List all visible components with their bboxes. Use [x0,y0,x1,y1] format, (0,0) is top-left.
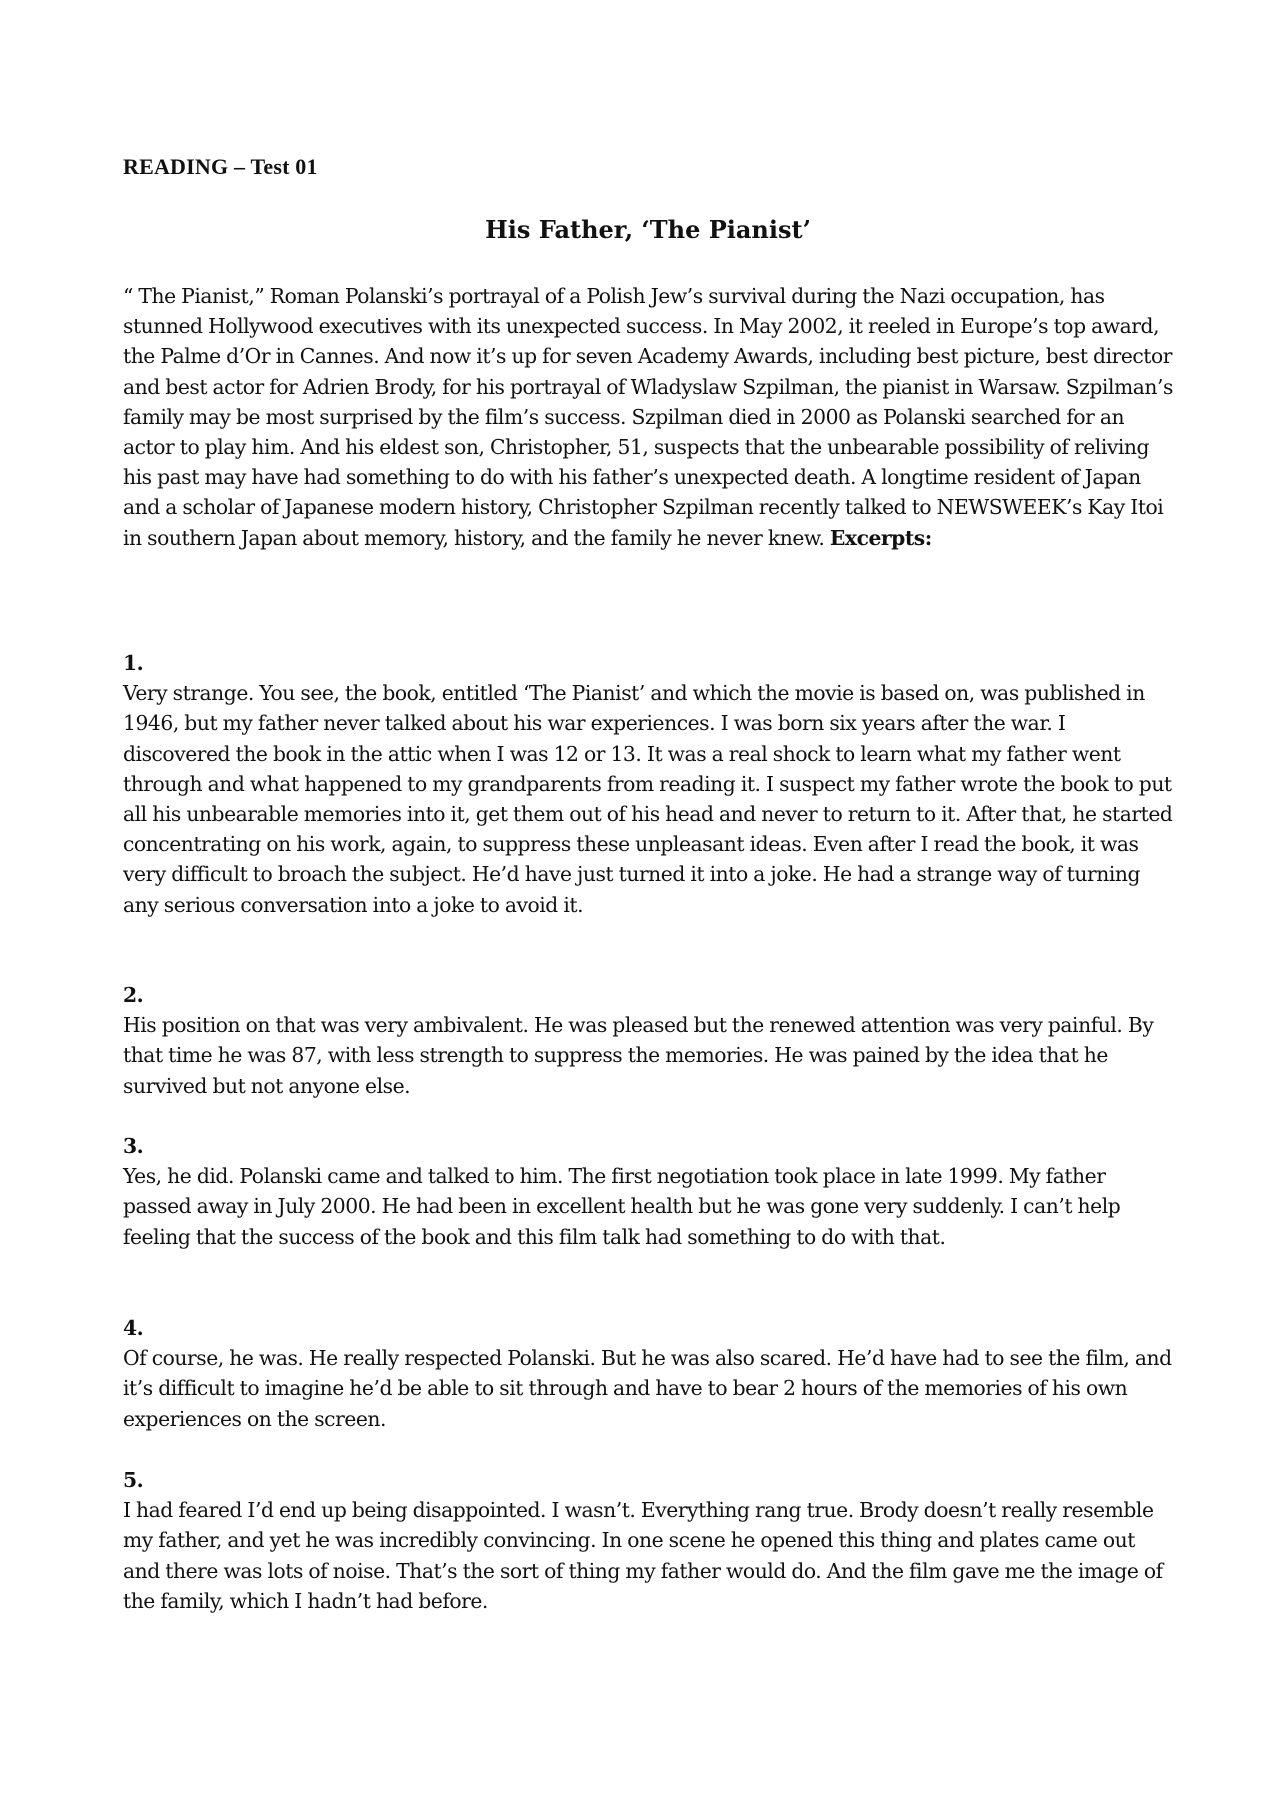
section-text: Very strange. You see, the book, entitled ‘The Pianist’ and which the movie is based on, was published in 1946, but my father never talked about his war experiences. I was born six years after the war. I discovered the book in the attic when I was 12 or 13. It was a real shock to learn what my father went through and what happened to my grandparents from reading it. I suspect my father wrote the book to put all his unbearable memories into it, get them out of his head and never to return to it. After that, he started concentrating on his work, again, to suppress these unpleasant ideas. Even after I read the book, it was very difficult to broach the subject. He’d have just turned it into a joke. He had a strange way of turning any serious conversation into a joke to avoid it. [123,681,1173,917]
excerpt-section-3 [123,1131,1173,1252]
section-number: 1. [123,651,144,675]
excerpt-section-2 [123,980,1173,1101]
excerpt-section-4 [123,1313,1173,1434]
section-text: Of course, he was. He really respected Polanski. But he was also scared. He’d have had to see the film, and it’s difficult to imagine he’d be able to sit through and have to bear 2 hours of the memories of his own experiences on the screen. [123,1346,1172,1431]
section-text: His position on that was very ambivalent. He was pleased but the renewed attention was very painful. By that time he was 87, with less strength to suppress the memories. He was pained by the idea that he survived but not anyone else. [123,1013,1154,1098]
section-number: 3. [123,1134,144,1158]
test-label: READING – Test 01 [123,154,318,179]
article-title: His Father, ‘The Pianist’ [485,215,811,244]
section-number: 5. [123,1468,144,1492]
section-number: 4. [123,1316,144,1340]
excerpt-section-5 [123,1465,1173,1616]
excerpts-label: Excerpts: [829,525,932,550]
section-number: 2. [123,983,144,1007]
excerpt-section-1 [123,648,1173,920]
section-text: Yes, he did. Polanski came and talked to him. The first negotiation took place in late 1999. My father passed away in July 2000. He had been in excellent health but he was gone very suddenly. I can’t help feeling that the success of the book and this film talk had something to do with that. [123,1164,1121,1249]
section-text: I had feared I’d end up being disappointed. I wasn’t. Everything rang true. Brody doesn’t really resemble my father, and yet he was incredibly convincing. In one scene he opened this thing and plates came out and there was lots of noise. That’s the sort of thing my father would do. And the film gave me the image of the family, which I hadn’t had before. [123,1498,1163,1613]
intro-paragraph [123,281,1173,553]
intro-text: “ The Pianist,” Roman Polanski’s portrayal of a Polish Jew’s survival during the Nazi occupation, has stunned Hollywood executives with its unexpected success. In May 2002, it reeled in Europe’s top award, the Palme d’Or in Cannes. And now it’s up for seven Academy Awards, including best picture, best director and best actor for Adrien Brody, for his portrayal of Wladyslaw Szpilman, the pianist in Warsaw. Szpilman’s family may be most surprised by the film’s success. Szpilman died in 2000 as Polanski searched for an actor to play him. And his eldest son, Christopher, 51, suspects that the unbearable possibility of reliving his past may have had something to do with his father’s unexpected death. A longtime resident of Japan and a scholar of Japanese modern history, Christopher Szpilman recently talked to NEWSWEEK’s Kay Itoi in southern Japan about memory, history, and the family he never knew. [123,284,1173,550]
